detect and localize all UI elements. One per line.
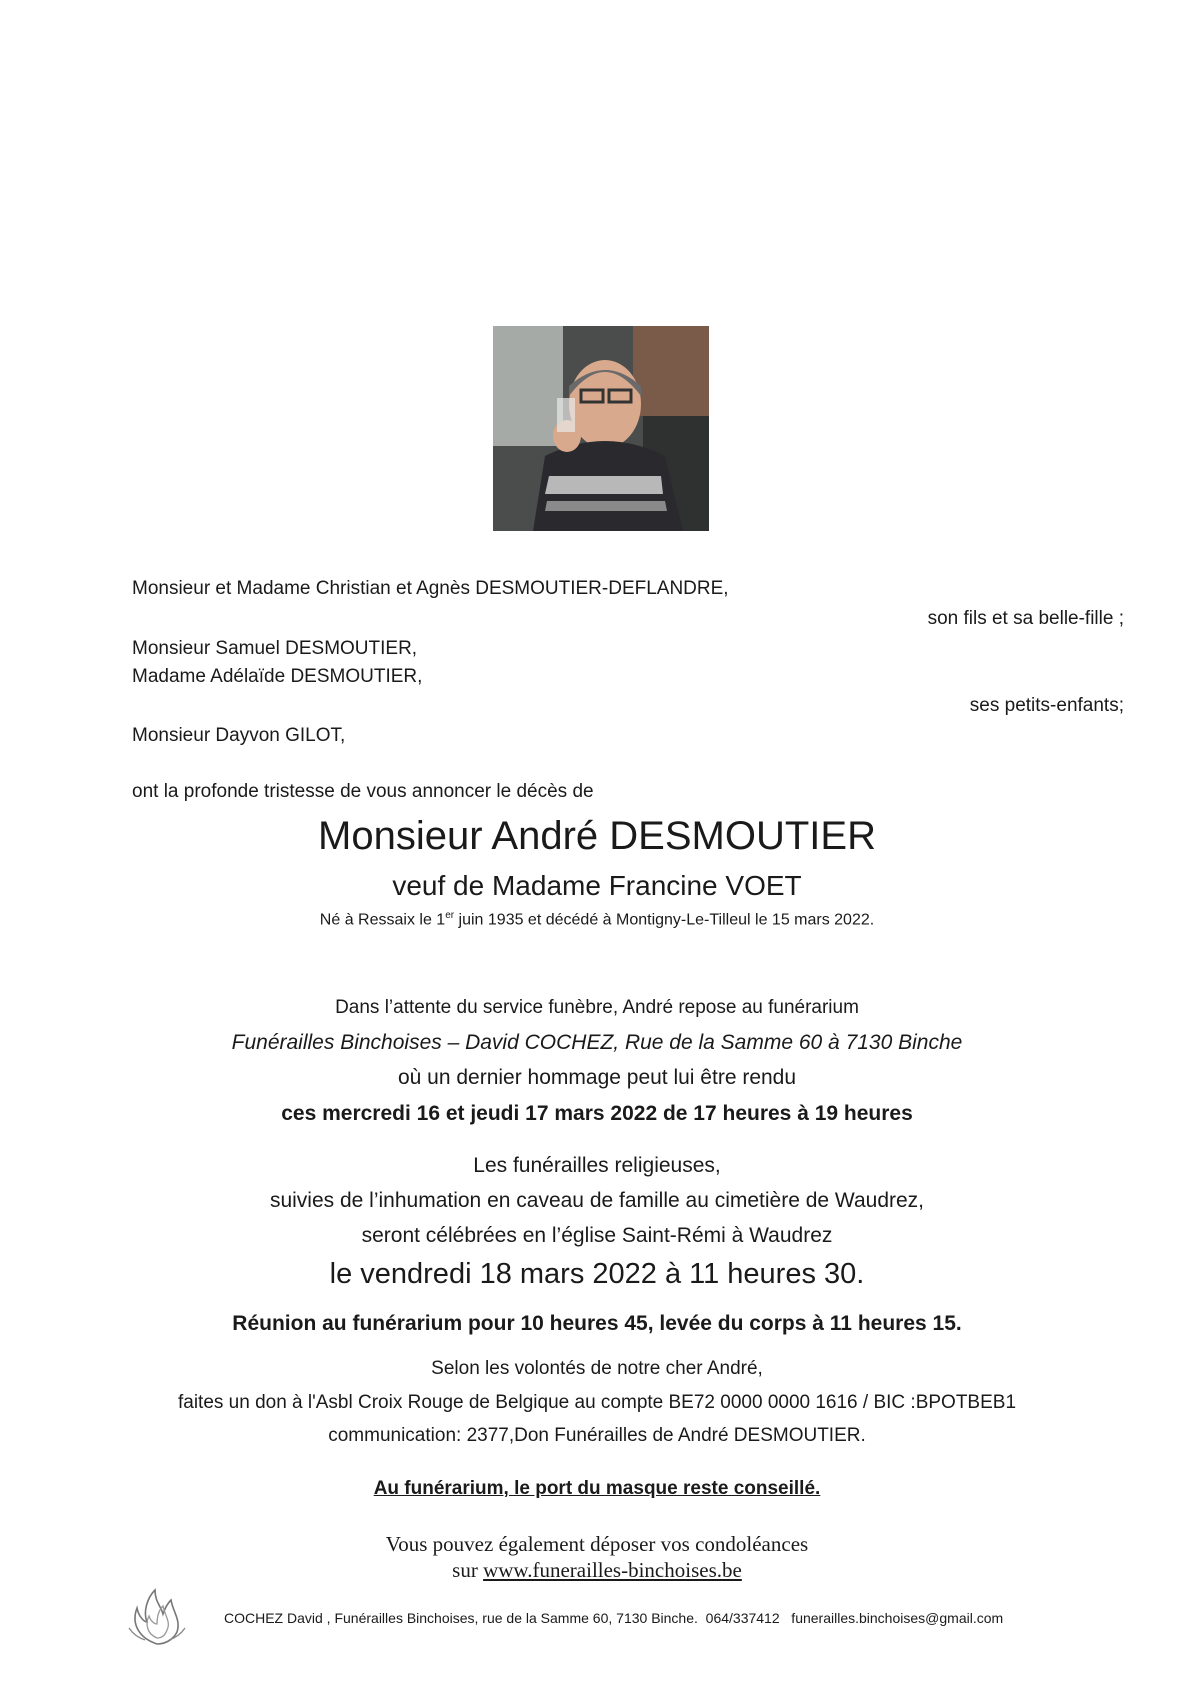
donation-line-3: communication: 2377,Don Funérailles de André DESMOUTIER.: [328, 1425, 866, 1446]
birth-prefix: Né à Ressaix le 1: [319, 911, 446, 929]
condolences-prefix: sur: [452, 1558, 484, 1582]
flame-logo-icon: [125, 1588, 189, 1646]
meeting-info: Réunion au funérarium pour 10 heures 45, levée du corps à 11 heures 15.: [232, 1312, 962, 1335]
mask-notice: Au funérarium, le port du masque reste conseillé.: [373, 1478, 821, 1499]
family-line-2: Monsieur Samuel DESMOUTIER,: [132, 638, 418, 659]
donation-line-1: Selon les volontés de notre cher André,: [431, 1358, 763, 1379]
funeral-line-3: seront célébrées en l’église Saint-Rémi à Waudrez: [361, 1224, 833, 1247]
announcement-text: ont la profonde tristesse de vous annoncer le décès de: [132, 781, 594, 802]
visitation-line-1: Dans l’attente du service funèbre, André repose au funérarium: [335, 997, 859, 1018]
deceased-name: Monsieur André DESMOUTIER: [318, 814, 876, 858]
widow-of: veuf de Madame Francine VOET: [392, 870, 802, 901]
birth-death-info: [0, 910, 1194, 929]
visitation-dates: ces mercredi 16 et jeudi 17 mars 2022 de 17 heures à 19 heures: [281, 1102, 913, 1125]
funeral-home-address: Funérailles Binchoises – David COCHEZ, Rue de la Samme 60 à 7130 Binche: [231, 1031, 963, 1054]
family-line-4: Monsieur Dayvon GILOT,: [132, 725, 346, 746]
donation-line-2: faites un don à l'Asbl Croix Rouge de Belgique au compte BE72 0000 0000 1616 / BIC :BPOTBEB1: [177, 1392, 1017, 1413]
condolences-line: Vous pouvez également déposer vos condoléances: [385, 1532, 809, 1556]
footer-contact: COCHEZ David , Funérailles Binchoises, rue de la Samme 60, 7130 Binche. 064/337412 funerailles.binchoises@gmail.com: [224, 1610, 1004, 1626]
family-relation-2: ses petits-enfants;: [969, 695, 1124, 716]
family-relation-1: son fils et sa belle-fille ;: [927, 608, 1124, 629]
birth-suffix: juin 1935 et décédé à Montigny-Le-Tilleul le 15 mars 2022.: [454, 911, 875, 929]
funeral-line-2: suivies de l’inhumation en caveau de famille au cimetière de Waudrez,: [269, 1189, 925, 1212]
family-line-3: Madame Adélaïde DESMOUTIER,: [132, 666, 423, 687]
funeral-date: le vendredi 18 mars 2022 à 11 heures 30.: [329, 1258, 865, 1290]
condolences-link-line: [0, 1558, 1194, 1583]
visitation-line-3: où un dernier hommage peut lui être rendu: [397, 1066, 797, 1089]
birth-sup: er: [445, 910, 455, 921]
funeral-line-1: Les funérailles religieuses,: [473, 1154, 721, 1177]
family-line-1: Monsieur et Madame Christian et Agnès DESMOUTIER-DEFLANDRE,: [132, 578, 729, 599]
website-link[interactable]: www.funerailles-binchoises.be: [483, 1558, 742, 1582]
portrait-photo: [493, 326, 709, 531]
